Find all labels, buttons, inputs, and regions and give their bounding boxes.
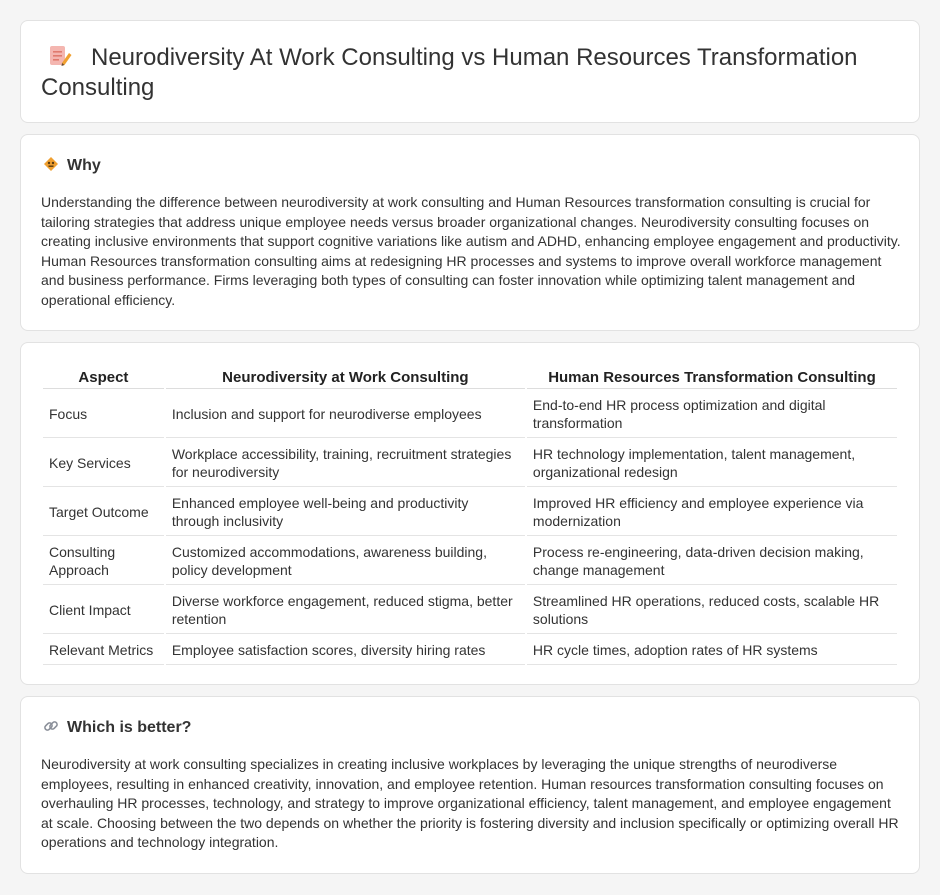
diamond-sign-icon [43, 156, 59, 172]
table-row [43, 440, 897, 487]
why-text: Understanding the difference between neurodiversity at work consulting and Human Resources transformation consulting is crucial for tailoring strategies that address unique employee needs versus broader organizational changes. Neurodiversity consulting focuses on creating inclusive environments that support cognitive variations like autism and ADHD, enhancing employee engagement and productivity. Human Resources transformation consulting aims at redesigning HR processes and systems to improve overall workforce management and business performance. Firms leveraging both types of consulting can foster innovation while optimizing talent management and operational efficiency. [41, 194, 901, 308]
comparison-section [20, 342, 920, 685]
row-hr-value: HR technology implementation, talent management, organizational redesign [527, 440, 897, 487]
row-neurodiversity-value: Enhanced employee well-being and productivity through inclusivity [166, 489, 525, 536]
row-neurodiversity-value: Inclusion and support for neurodiverse employees [166, 391, 525, 438]
row-neurodiversity-value: Diverse workforce engagement, reduced stigma, better retention [166, 587, 525, 634]
why-heading [43, 156, 101, 176]
row-aspect: Relevant Metrics [43, 636, 164, 665]
row-aspect: Focus [43, 391, 164, 438]
column-header-neurodiversity: Neurodiversity at Work Consulting [166, 365, 525, 389]
table-row [43, 538, 897, 585]
page-title [41, 43, 901, 103]
link-icon [43, 718, 59, 734]
row-hr-value: Improved HR efficiency and employee experience via modernization [527, 489, 897, 536]
row-aspect: Target Outcome [43, 489, 164, 536]
row-neurodiversity-value: Employee satisfaction scores, diversity hiring rates [166, 636, 525, 665]
column-header-aspect: Aspect [43, 365, 164, 389]
better-heading [43, 718, 191, 738]
table-row [43, 391, 897, 438]
why-section [20, 134, 920, 331]
table-header-row [43, 365, 897, 389]
page-title-text: Neurodiversity At Work Consulting vs Human Resources Transformation Consulting [41, 44, 858, 101]
row-hr-value: End-to-end HR process optimization and digital transformation [527, 391, 897, 438]
better-heading-text: Which is better? [67, 719, 192, 736]
row-neurodiversity-value: Workplace accessibility, training, recruitment strategies for neurodiversity [166, 440, 525, 487]
table-row [43, 587, 897, 634]
document-pen-icon [47, 43, 73, 69]
comparison-table [41, 363, 899, 667]
row-aspect: Consulting Approach [43, 538, 164, 585]
header-card [20, 20, 920, 123]
row-neurodiversity-value: Customized accommodations, awareness building, policy development [166, 538, 525, 585]
why-heading-text: Why [67, 157, 101, 174]
better-text: Neurodiversity at work consulting specializes in creating inclusive workplaces by leveraging the unique strengths of neurodiverse employees, resulting in enhanced creativity, innovation, and employee retention. Human resources transformation consulting focuses on overhauling HR processes, technology, and strategy to improve organizational efficiency, talent management, and employee engagement at scale. Choosing between the two depends on whether the priority is fostering diversity and inclusion specifically or optimizing overall HR operations and technology integration. [41, 756, 899, 850]
column-header-hr-transformation: Human Resources Transformation Consulting [527, 365, 897, 389]
row-aspect: Key Services [43, 440, 164, 487]
row-hr-value: Process re-engineering, data-driven decision making, change management [527, 538, 897, 585]
table-row [43, 489, 897, 536]
row-hr-value: Streamlined HR operations, reduced costs, scalable HR solutions [527, 587, 897, 634]
row-aspect: Client Impact [43, 587, 164, 634]
table-row [43, 636, 897, 665]
row-hr-value: HR cycle times, adoption rates of HR systems [527, 636, 897, 665]
which-is-better-section [20, 696, 920, 874]
